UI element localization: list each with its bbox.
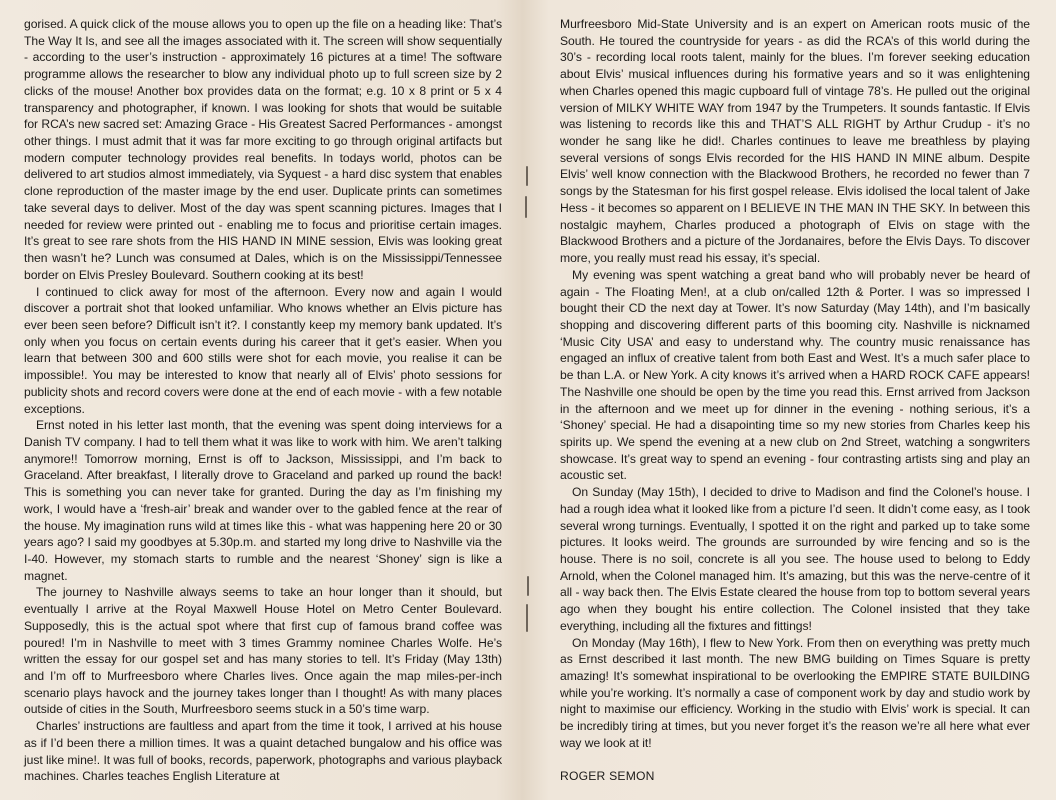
staple-mark xyxy=(526,604,528,632)
paragraph: Ernst noted in his letter last month, that the evening was spent doing interviews for a Danish TV company. I had to tell them what it was like to work with him. We aren’t talking anymore!! Tomorrow morning, Ernst is off to Jackson, Mississippi, and I’m back to Graceland. After breakfast, I literally drove to Graceland and parked up round the back! This is something you can never take for granted. During the day as I’m finishing my work, I would have a ‘fresh-air’ break and wander over to the gabled fence at the rear of the house. My imagination runs wild at times like this - what was happening here 20 or 30 years ago? I said my goodbyes at 5.30p.m. and started my long drive to Nashville via the I-40. However, my stomach starts to rumble and the nearest ‘Shoney’ sign is like a magnet. xyxy=(24,418,502,583)
paragraph: On Monday (May 16th), I flew to New York. From then on everything was pretty much as Ernst described it last month. The new BMG building on Times Square is pretty amazing! It’s somewhat inspirational to be overlooking the EMPIRE STATE BUILDING while you’re working. It’s normally a case of component work by day and studio work by night to maximise our efficiency. Working in the studio with Elvis’ work is special. It can be incredibly tiring at times, but you never forget it’s the reason we’re all here what ever way we look at it! xyxy=(560,635,1030,750)
right-page xyxy=(560,16,1030,784)
paragraph: My evening was spent watching a great band who will probably never be heard of again - The Floating Men!, at a club on/called 12th & Porter. I was so impressed I bought their CD the next day at Tower. It’s now Saturday (May 14th), and I’m basically shopping and discovering different parts of this booming city. Nashville is nicknamed ‘Music City USA’ and easy to understand why. The country music renaissance has engaged an influx of creative talent from both East and West. It’s a much safer place to be than L.A. or New York. A city knows it’s arrived when a HARD ROCK CAFE appears! The Nashville one should be open by the time you read this. Ernst arrived from Jackson in the afternoon and we meet up for dinner in the evening - nothing serious, it’s a ‘Shoney’ special. He had a disapointing time so my new stories from Charles keep his spirits up. We spend the evening at a new club on 2nd Street, watching a songwriters showcase. It’s great way to spend an evening - four contrasting artists sing and play an acoustic set. xyxy=(560,267,1030,483)
staple-mark xyxy=(527,576,529,596)
left-page xyxy=(24,16,502,785)
staple-mark xyxy=(525,196,527,218)
author-signature: ROGER SEMON xyxy=(560,768,655,783)
paragraph: The journey to Nashville always seems to take an hour longer than it should, but eventually I arrive at the Royal Maxwell House Hotel on Metro Center Boulevard. Supposedly, this is the actual spot where that first cup of famous brand coffee was poured! I’m in Nashville to meet with 3 times Grammy nominee Charles Wolfe. He’s written the essay for our gospel set and has many stories to tell. It’s Friday (May 13th) and I’m off to Murfreesboro where Charles lives. Once again the map miles-per-inch scenario plays havock and the journey takes longer than I thought! As with many places outside of cities in the South, Murfreesboro seems stuck in a 50’s time warp. xyxy=(24,585,502,717)
paragraph: Murfreesboro Mid-State University and is an expert on American roots music of the South. He toured the countryside for years - as did the RCA’s of this world during the 30’s - recording local roots talent, mainly for the blues. I’m forever seeking education about Elvis’ musical influences during his formative years and so it was enlightening when Charles opened this magic cupboard full of vintage 78’s. He pulled out the original version of MILKY WHITE WAY from 1947 by the Trumpeters. It sounds fantastic. If Elvis was listening to records like this and THAT’S ALL RIGHT by Arthur Crudup - it’s no wonder he sang like he did!. Charles continues to leave me breathless by playing several versions of songs Elvis recorded for the HIS HAND IN MINE album. Despite Elvis’ well know connection with the Blackwood Brothers, he recorded no fewer than 7 songs by the Statesman for his first gospel release. Elvis idolised the local talent of Jake Hess - it becomes so apparent on I BELIEVE IN THE MAN IN THE SKY. In between this nostalgic mayhem, Charles produced a photograph of Elvis on stage with the Blackwood Brothers and a picture of the Jordanaires, before the Elvis Days. To discover more, you really must read his essay, it’s special. xyxy=(560,17,1030,266)
staple-mark xyxy=(526,166,528,186)
paragraph: Charles’ instructions are faultless and apart from the time it took, I arrived at his house as if I’d been there a million times. It was a quaint detached bungalow and his office was just like mine!. It was full of books, records, paperwork, photographs and various playback machines. Charles teaches English Literature at xyxy=(24,719,502,784)
paragraph: On Sunday (May 15th), I decided to drive to Madison and find the Colonel’s house. I had a rough idea what it looked like from a picture I’d seen. It didn’t come easy, as I took several wrong turnings. Eventually, I spotted it on the right and parked up to take some pictures. It looks weird. The grounds are surrounded by wire fencing and so is the house. There is no soil, concrete is all you see. The house used to belong to Eddy Arnold, when the Colonel managed him. It’s amazing, but this was the nerve-centre of it all - way back then. The Elvis Estate cleared the house from top to bottom several years ago when they bought his entire collection. The Colonel insisted that they take everything, including all the fixtures and fittings! xyxy=(560,485,1030,633)
paragraph: gorised. A quick click of the mouse allows you to open up the file on a heading like: That’s The Way It Is, and see all the images associated with it. The screen will show sequentially - according to the user’s instruction - approximately 16 pictures at a time! The software programme allows the researcher to blow any individual photo up to full screen size by 2 clicks of the mouse! Another box provides data on the format; e.g. 10 x 8 print or 5 x 4 transparency and photographer, if known. I was looking for shots that would be suitable for RCA’s new sacred set: Amazing Grace - His Greatest Sacred Performances - amongst other things. I must admit that it was far more exciting to go through original artifacts but modern computer technology provides real benefits. In todays world, photos can be delivered to art studios almost immediately, via Syquest - a hard disc system that enables clone reproduction of the master image by the end user. Duplicate prints can sometimes take several days to deliver. Most of the day was spent scanning pictures. Images that I needed for review were printed out - enabling me to focus and prioritise certain images. It’s great to see rare shots from the HIS HAND IN MINE session, Elvis was looking great then wasn’t he? Lunch was consumed at Dales, which is on the Mississippi/Tennessee border on Elvis Presley Boulevard. Southern cooking at its best! xyxy=(24,17,502,282)
paragraph: I continued to click away for most of the afternoon. Every now and again I would discover a portrait shot that looked unfamiliar. Who knows whether an Elvis picture has ever been seen before? Difficult isn’t it?. I constantly keep my memory bank updated. It’s only when you focus on certain events during his career that it get’s easier. When you learn that between 300 and 600 stills were shot for each movie, you realise it can be impossible!. You may be interested to know that nearly all of Elvis’ photo sessions for publicity shots and record covers were done at the end of each movie - with a few notable exceptions. xyxy=(24,284,502,416)
